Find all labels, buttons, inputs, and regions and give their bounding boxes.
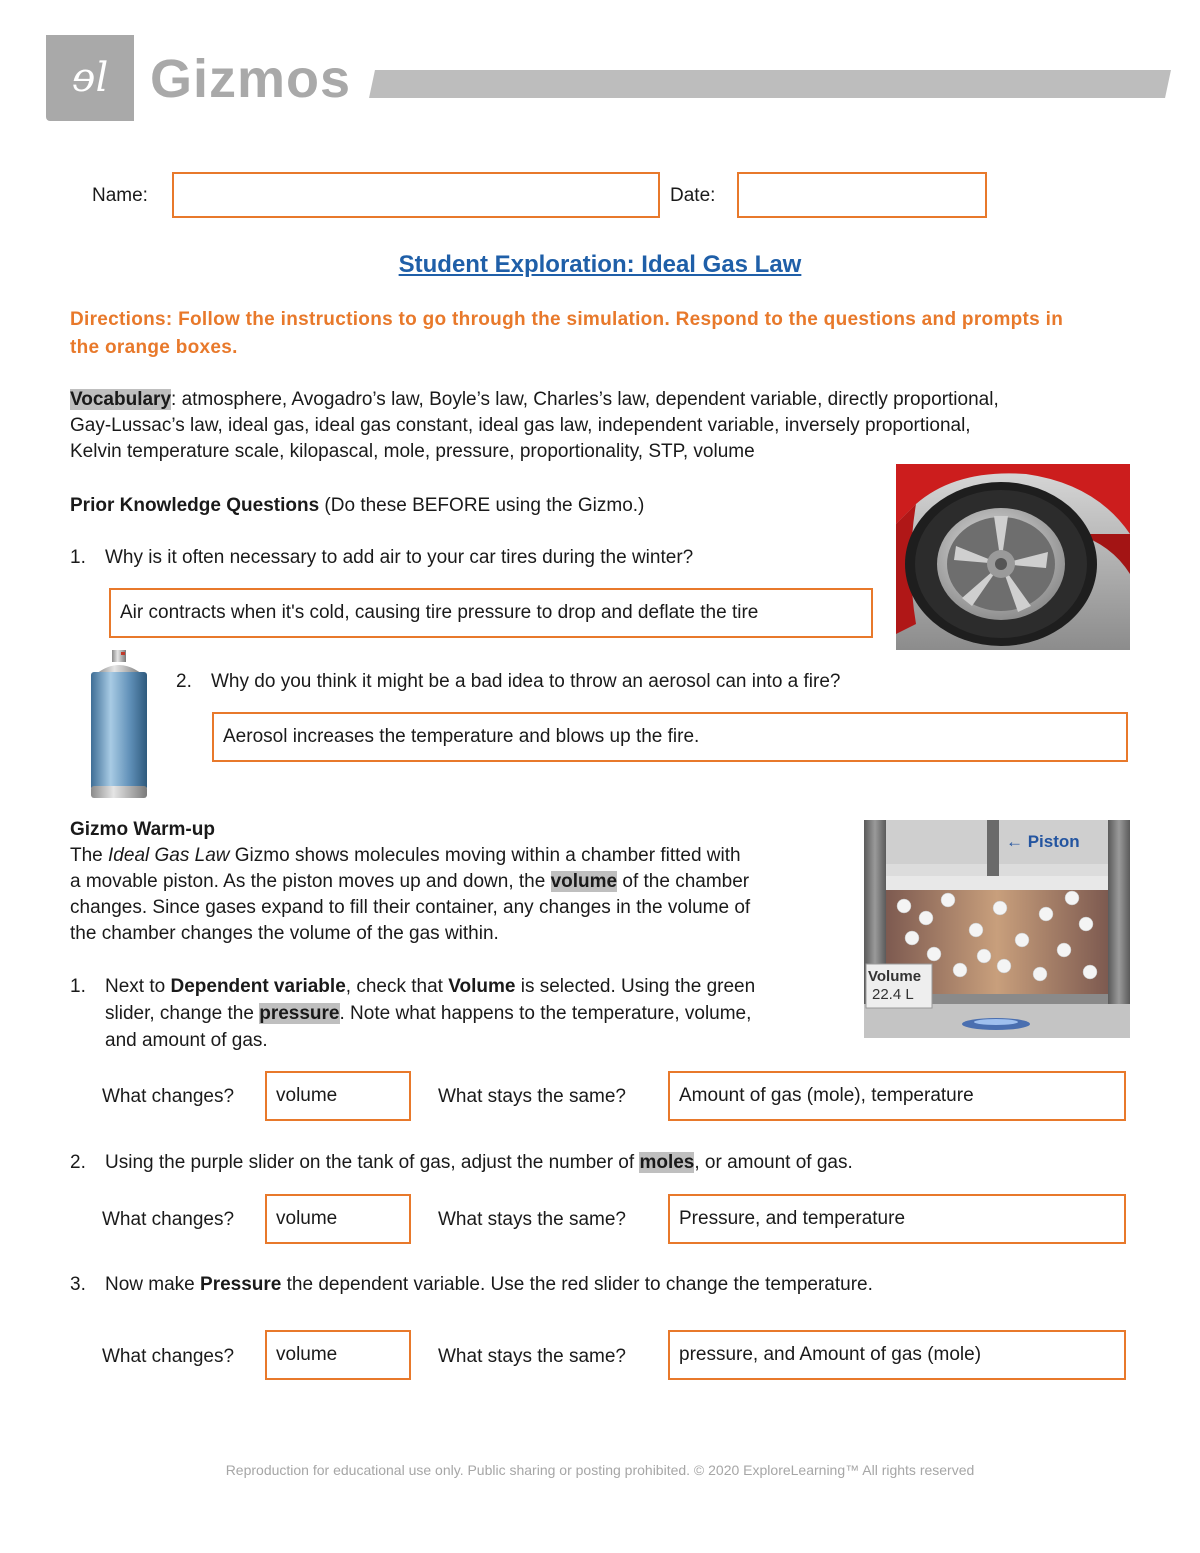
q2-text: Using the purple slider on the tank of gas, adjust the number of — [105, 1152, 640, 1173]
date-field[interactable] — [737, 172, 987, 218]
term-pressure-bold: Pressure — [200, 1274, 282, 1295]
header-bar — [369, 70, 1171, 98]
q1-text: slider, change the — [105, 1003, 260, 1024]
prior-heading — [70, 493, 644, 519]
gizmo-name: Ideal Gas Law — [108, 845, 230, 866]
vocab-line-3: Kelvin temperature scale, kilopascal, mole, pressure, proportionality, STP, volume — [70, 441, 755, 462]
warmup-text: of the chamber — [617, 871, 750, 892]
prior-q2-text: Why do you think it might be a bad idea to throw an aerosol can into a fire? — [211, 671, 841, 692]
term-volume: volume — [550, 871, 618, 892]
q1-text: Next to — [105, 976, 171, 997]
warmup-q3-number: 3. — [70, 1274, 86, 1295]
term-moles: moles — [639, 1152, 695, 1173]
vocab-label: Vocabulary — [70, 389, 172, 410]
page-title: Student Exploration: Ideal Gas Law — [398, 251, 802, 278]
footer-notice: Reproduction for educational use only. Public sharing or posting prohibited. © 2020 ExploreLearning™ All rights reserved — [225, 1462, 975, 1478]
prior-q1-text: Why is it often necessary to add air to your car tires during the winter? — [105, 547, 694, 568]
q1-changes-field[interactable]: volume — [265, 1071, 411, 1121]
warmup-text: The — [70, 845, 109, 866]
warmup-q1-line-2 — [105, 1001, 751, 1027]
logo-glyph: ɘl — [71, 55, 109, 101]
volume-readout-label: Volume — [868, 968, 922, 985]
q1-text: , check that — [345, 976, 449, 997]
q3-same-field[interactable]: pressure, and Amount of gas (mole) — [668, 1330, 1126, 1380]
directions: Directions: Follow the instructions to go through the simulation. Respond to the questions and prompts in the orange boxes. — [70, 309, 1064, 358]
q1-changes-label: What changes? — [102, 1086, 235, 1107]
q1-text: . Note what happens to the temperature, volume, — [339, 1003, 752, 1024]
prior-heading-note: (Do these BEFORE using the Gizmo.) — [319, 495, 645, 516]
warmup-q2-line — [105, 1150, 853, 1176]
warmup-text: a movable piston. As the piston moves up and down, the — [70, 871, 551, 892]
q3-text: the dependent variable. Use the red slider to change the temperature. — [281, 1274, 873, 1295]
warmup-q2-number: 2. — [70, 1152, 86, 1173]
q3-changes-field[interactable]: volume — [265, 1330, 411, 1380]
term-dependent-variable: Dependent variable — [170, 976, 346, 997]
term-volume-bold: Volume — [448, 976, 516, 997]
q3-text: Now make — [105, 1274, 201, 1295]
warmup-text: Gizmo shows molecules moving within a chamber fitted with — [229, 845, 741, 866]
name-field[interactable] — [172, 172, 660, 218]
prior-q1-number: 1. — [70, 547, 86, 568]
q2-text: , or amount of gas. — [694, 1152, 853, 1173]
warmup-q3-line — [105, 1272, 873, 1298]
vocab-line-1 — [70, 387, 999, 413]
brand-name: Gizmos — [150, 49, 352, 109]
prior-answer-2[interactable]: Aerosol increases the temperature and blows up the fire. — [212, 712, 1128, 762]
logo — [46, 35, 134, 121]
q3-changes-label: What changes? — [102, 1346, 235, 1367]
prior-heading-label: Prior Knowledge Questions — [70, 495, 320, 516]
warmup-para-line-1 — [70, 843, 741, 869]
aerosol-can-image — [88, 648, 150, 800]
q1-text: is selected. Using the green — [515, 976, 756, 997]
piston-chamber-image — [864, 820, 1130, 1038]
name-label: Name: — [92, 185, 148, 206]
prior-q2-number: 2. — [176, 671, 192, 692]
q2-changes-field[interactable]: volume — [265, 1194, 411, 1244]
warmup-para-line-3: changes. Since gases expand to fill their container, any changes in the volume of — [70, 897, 751, 918]
q2-same-field[interactable]: Pressure, and temperature — [668, 1194, 1126, 1244]
warmup-para-line-2 — [70, 869, 749, 895]
vocab-line-2: Gay-Lussac’s law, ideal gas, ideal gas constant, ideal gas law, independent variable, inversely proportional, — [70, 415, 971, 436]
warmup-q1-number: 1. — [70, 976, 86, 997]
warmup-q1-line-1 — [105, 974, 755, 1000]
q3-same-label: What stays the same? — [438, 1346, 626, 1367]
q1-same-label: What stays the same? — [438, 1086, 626, 1107]
prior-answer-1[interactable]: Air contracts when it's cold, causing tire pressure to drop and deflate the tire — [109, 588, 873, 638]
warmup-q1-line-3: and amount of gas. — [105, 1030, 268, 1051]
warmup-heading: Gizmo Warm-up — [70, 819, 215, 840]
q1-same-field[interactable]: Amount of gas (mole), temperature — [668, 1071, 1126, 1121]
tire-image — [896, 464, 1130, 650]
q2-same-label: What stays the same? — [438, 1209, 626, 1230]
date-label: Date: — [670, 185, 716, 206]
piston-label: ← Piston — [1006, 832, 1080, 851]
warmup-para-line-4: the chamber changes the volume of the gas within. — [70, 923, 499, 944]
vocab-text-1: : atmosphere, Avogadro’s law, Boyle’s law, Charles’s law, dependent variable, directly proportional, — [171, 389, 999, 410]
q2-changes-label: What changes? — [102, 1209, 235, 1230]
volume-readout-value: 22.4 L — [872, 986, 914, 1003]
term-pressure: pressure — [259, 1003, 340, 1024]
